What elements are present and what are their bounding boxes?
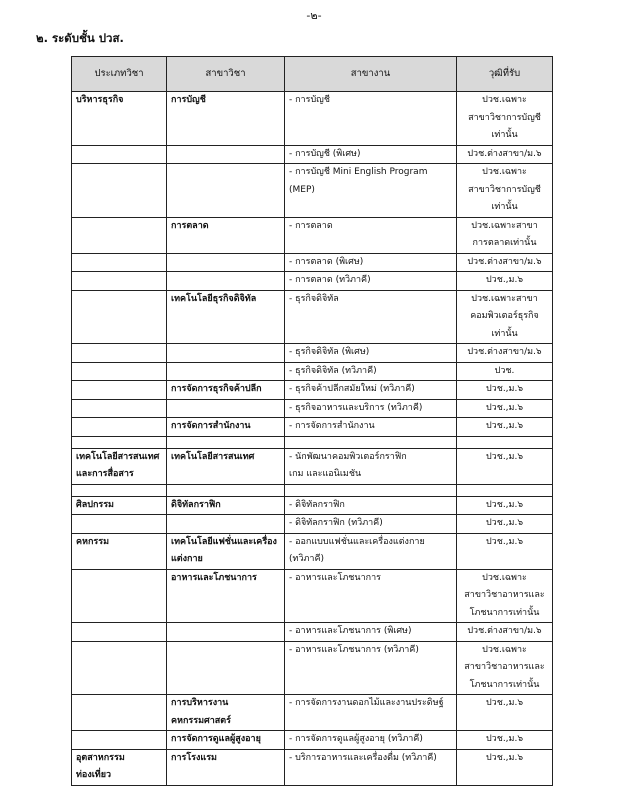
table-row (72, 641, 553, 695)
major-cell (167, 145, 285, 164)
field-cell (72, 381, 167, 400)
qualification-cell: ปวช.,ม.๖ (457, 749, 553, 785)
program-cell: - อาหารและโภชนาการ (พิเศษ) (285, 623, 457, 642)
major-cell (167, 164, 285, 218)
program-cell: - การบัญชี Mini English Program (MEP) (285, 164, 457, 218)
field-cell: ศิลปกรรม (72, 496, 167, 515)
field-cell (72, 731, 167, 750)
qualification-cell: ปวช.ต่างสาขา/ม.๖ (457, 344, 553, 363)
program-cell: - ธุรกิจดิจิทัล (285, 290, 457, 344)
section-heading: ๒. ระดับชั้น ปวส. (36, 31, 124, 45)
table-row (72, 92, 553, 146)
program-cell: - ธุรกิจดิจิทัล (ทวิภาคี) (285, 362, 457, 381)
field-cell (72, 344, 167, 363)
curriculum-table (71, 56, 553, 786)
table-row (72, 533, 553, 569)
major-cell: การโรงแรม (167, 749, 285, 785)
field-cell (72, 145, 167, 164)
table-row (72, 515, 553, 534)
qualification-cell: ปวช.,ม.๖ (457, 731, 553, 750)
field-cell: อุตสาหกรรม ท่องเที่ยว (72, 749, 167, 785)
field-cell (72, 164, 167, 218)
program-cell: - การบัญชี (พิเศษ) (285, 145, 457, 164)
table-row (72, 272, 553, 291)
program-cell: - การจัดการดูแลผู้สูงอายุ (ทวิภาคี) (285, 731, 457, 750)
major-cell: ดิจิทัลกราฟิก (167, 496, 285, 515)
table-row (72, 569, 553, 623)
major-cell (167, 362, 285, 381)
program-cell: - ธุรกิจค้าปลีกสมัยใหม่ (ทวิภาคี) (285, 381, 457, 400)
header-program: สาขางาน (285, 57, 457, 92)
qualification-cell: ปวช.ต่างสาขา/ม.๖ (457, 623, 553, 642)
major-cell: เทคโนโลยีสารสนเทศ (167, 448, 285, 484)
qualification-cell: ปวช.,ม.๖ (457, 399, 553, 418)
major-cell (167, 515, 285, 534)
field-cell (72, 515, 167, 534)
table-row (72, 418, 553, 437)
table-row (72, 399, 553, 418)
major-cell (167, 623, 285, 642)
table-row (72, 253, 553, 272)
table-row (72, 164, 553, 218)
major-cell: อาหารและโภชนาการ (167, 569, 285, 623)
table-row (72, 217, 553, 253)
spacer-cell (167, 484, 285, 496)
major-cell (167, 344, 285, 363)
field-cell (72, 290, 167, 344)
program-cell: - ออกแบบแฟชั่นและเครื่องแต่งกาย (ทวิภาคี) (285, 533, 457, 569)
table-row (72, 344, 553, 363)
page-number: -๒- (306, 9, 322, 22)
field-cell (72, 418, 167, 437)
qualification-cell: ปวช.,ม.๖ (457, 272, 553, 291)
qualification-cell: ปวช.,ม.๖ (457, 496, 553, 515)
field-cell (72, 695, 167, 731)
table-row (72, 145, 553, 164)
spacer-cell (167, 436, 285, 448)
field-cell (72, 623, 167, 642)
major-cell (167, 641, 285, 695)
program-cell: - การบัญชี (285, 92, 457, 146)
major-cell: การตลาด (167, 217, 285, 253)
qualification-cell: ปวช. (457, 362, 553, 381)
spacer-cell (72, 484, 167, 496)
program-cell: - การตลาด (พิเศษ) (285, 253, 457, 272)
major-cell (167, 272, 285, 291)
major-cell: เทคโนโลยีธุรกิจดิจิทัล (167, 290, 285, 344)
program-cell: - บริการอาหารและเครื่องดื่ม (ทวิภาคี) (285, 749, 457, 785)
field-cell (72, 362, 167, 381)
qualification-cell: ปวช.เฉพาะ สาขาวิชาการบัญชี เท่านั้น (457, 164, 553, 218)
program-cell: - การตลาด (ทวิภาคี) (285, 272, 457, 291)
program-cell: - อาหารและโภชนาการ (ทวิภาคี) (285, 641, 457, 695)
program-cell: - ดิจิทัลกราฟิก (285, 496, 457, 515)
field-cell (72, 569, 167, 623)
qualification-cell: ปวช.,ม.๖ (457, 448, 553, 484)
table-row (72, 695, 553, 731)
qualification-cell: ปวช.เฉพาะ สาขาวิชาอาหารและ โภชนาการเท่านั้น (457, 569, 553, 623)
spacer-cell (457, 436, 553, 448)
program-cell: - ธุรกิจอาหารและบริการ (ทวิภาคี) (285, 399, 457, 418)
header-field: ประเภทวิชา (72, 57, 167, 92)
major-cell: การจัดการดูแลผู้สูงอายุ (167, 731, 285, 750)
field-cell (72, 399, 167, 418)
qualification-cell: ปวช.ต่างสาขา/ม.๖ (457, 253, 553, 272)
qualification-cell: ปวช.เฉพาะ สาขาวิชาอาหารและ โภชนาการเท่านั้น (457, 641, 553, 695)
major-cell: การจัดการสำนักงาน (167, 418, 285, 437)
program-cell: - ธุรกิจดิจิทัล (พิเศษ) (285, 344, 457, 363)
spacer-cell (285, 436, 457, 448)
table-body (72, 92, 553, 786)
spacer-cell (72, 436, 167, 448)
field-cell: คหกรรม (72, 533, 167, 569)
major-cell: การบริหารงาน คหกรรมศาสตร์ (167, 695, 285, 731)
table-row (72, 731, 553, 750)
major-cell (167, 399, 285, 418)
program-cell: - ดิจิทัลกราฟิก (ทวิภาคี) (285, 515, 457, 534)
program-cell: - การจัดการสำนักงาน (285, 418, 457, 437)
field-cell (72, 253, 167, 272)
spacer-row (72, 484, 553, 496)
table-row (72, 290, 553, 344)
major-cell (167, 253, 285, 272)
spacer-cell (457, 484, 553, 496)
table-row (72, 381, 553, 400)
qualification-cell: ปวช.เฉพาะสาขา การตลาดเท่านั้น (457, 217, 553, 253)
program-cell: - อาหารและโภชนาการ (285, 569, 457, 623)
qualification-cell: ปวช.,ม.๖ (457, 515, 553, 534)
header-major: สาขาวิชา (167, 57, 285, 92)
program-cell: - การจัดการงานดอกไม้และงานประดิษฐ์ (285, 695, 457, 731)
header-row (72, 57, 553, 92)
major-cell: เทคโนโลยีแฟชั่นและเครื่อง แต่งกาย (167, 533, 285, 569)
field-cell (72, 217, 167, 253)
field-cell: บริหารธุรกิจ (72, 92, 167, 146)
qualification-cell: ปวช.เฉพาะสาขา คอมพิวเตอร์ธุรกิจ เท่านั้น (457, 290, 553, 344)
table-row (72, 362, 553, 381)
field-cell: เทคโนโลยีสารสนเทศ และการสื่อสาร (72, 448, 167, 484)
qualification-cell: ปวช.ต่างสาขา/ม.๖ (457, 145, 553, 164)
table-row (72, 749, 553, 785)
major-cell: การจัดการธุรกิจค้าปลีก (167, 381, 285, 400)
field-cell (72, 641, 167, 695)
program-cell: - การตลาด (285, 217, 457, 253)
major-cell: การบัญชี (167, 92, 285, 146)
spacer-cell (285, 484, 457, 496)
program-cell: - นักพัฒนาคอมพิวเตอร์กราฟิก เกม และแอนิเมชัน (285, 448, 457, 484)
qualification-cell: ปวช.,ม.๖ (457, 418, 553, 437)
qualification-cell: ปวช.,ม.๖ (457, 533, 553, 569)
table-row (72, 623, 553, 642)
table-row (72, 496, 553, 515)
header-qualification: วุฒิที่รับ (457, 57, 553, 92)
qualification-cell: ปวช.,ม.๖ (457, 381, 553, 400)
qualification-cell: ปวช.เฉพาะ สาขาวิชาการบัญชี เท่านั้น (457, 92, 553, 146)
qualification-cell: ปวช.,ม.๖ (457, 695, 553, 731)
table-row (72, 448, 553, 484)
field-cell (72, 272, 167, 291)
spacer-row (72, 436, 553, 448)
